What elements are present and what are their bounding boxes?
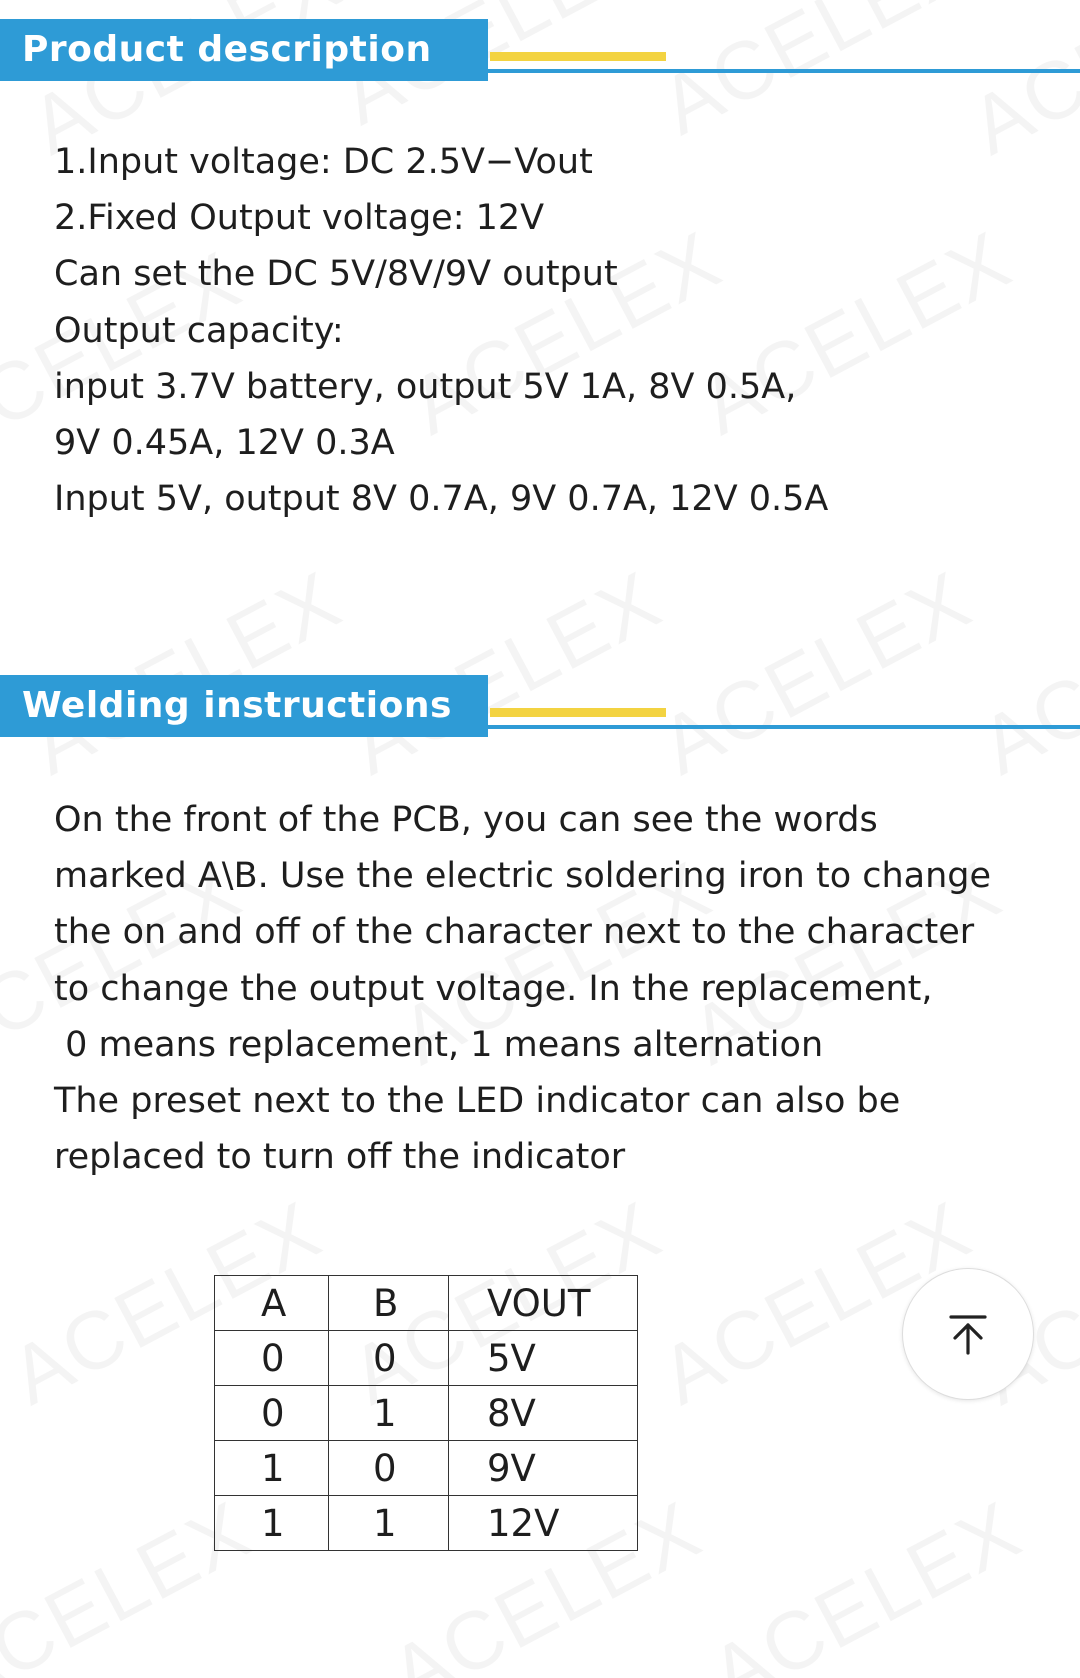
- text-line: 1.Input voltage: DC 2.5V−Vout: [54, 142, 593, 182]
- table-cell: 0: [215, 1331, 329, 1386]
- table-cell: 9V: [449, 1441, 638, 1496]
- table-cell: 1: [215, 1496, 329, 1551]
- header-accent-yellow: [490, 708, 666, 717]
- product-description-header: [0, 19, 1080, 83]
- watermark: [16, 553, 356, 794]
- text-line: input 3.7V battery, output 5V 1A, 8V 0.5A,: [54, 366, 797, 407]
- section-title-welding: Welding instructions: [0, 675, 488, 737]
- text-line: marked A\B. Use the electric soldering iron to change: [54, 856, 992, 897]
- table-row: [215, 1386, 638, 1441]
- table-header-cell: B: [329, 1276, 449, 1331]
- text-line: Output capacity:: [54, 310, 344, 351]
- text-line: replaced to turn off the indicator: [54, 1137, 626, 1178]
- text-line: The preset next to the LED indicator can also be: [54, 1081, 901, 1122]
- text-line: 0 means replacement, 1 means alternation: [54, 1024, 824, 1065]
- table-header-row: [215, 1276, 638, 1331]
- table-cell: 1: [329, 1386, 449, 1441]
- table-header-cell: VOUT: [449, 1276, 638, 1331]
- watermark: [646, 553, 986, 794]
- table-cell: 0: [329, 1331, 449, 1386]
- header-divider-blue: [488, 69, 1080, 73]
- table-cell: 5V: [449, 1331, 638, 1386]
- voltage-selection-table: [214, 1275, 638, 1551]
- table-cell: 1: [215, 1441, 329, 1496]
- table-row: [215, 1441, 638, 1496]
- back-to-top-button[interactable]: [902, 1268, 1034, 1400]
- text-line: 2.Fixed Output voltage: 12V: [54, 198, 545, 239]
- section-title-product: Product description: [0, 19, 488, 81]
- watermark: [696, 1483, 1036, 1678]
- text-line: to change the output voltage. In the replacement,: [54, 968, 933, 1009]
- welding-instructions-header: [0, 675, 1080, 739]
- table-cell: 1: [329, 1496, 449, 1551]
- welding-instructions-body: [54, 792, 991, 1185]
- text-line: Can set the DC 5V/8V/9V output: [54, 254, 618, 295]
- header-divider-blue: [488, 725, 1080, 729]
- table-cell: 12V: [449, 1496, 638, 1551]
- text-line: the on and off of the character next to the character: [54, 912, 975, 953]
- table-cell: 0: [215, 1386, 329, 1441]
- table-cell: 8V: [449, 1386, 638, 1441]
- table-header-cell: A: [215, 1276, 329, 1331]
- arrow-up-to-top-icon: [945, 1311, 991, 1357]
- text-line: On the front of the PCB, you can see the words: [54, 800, 878, 840]
- table-row: [215, 1331, 638, 1386]
- header-accent-yellow: [490, 52, 666, 61]
- watermark: [336, 553, 676, 794]
- text-line: 9V 0.45A, 12V 0.3A: [54, 423, 395, 464]
- product-description-body: [54, 134, 828, 527]
- table-row: [215, 1496, 638, 1551]
- table-cell: 0: [329, 1441, 449, 1496]
- text-line: Input 5V, output 8V 0.7A, 9V 0.7A, 12V 0.5A: [54, 479, 829, 520]
- watermark: [966, 553, 1080, 794]
